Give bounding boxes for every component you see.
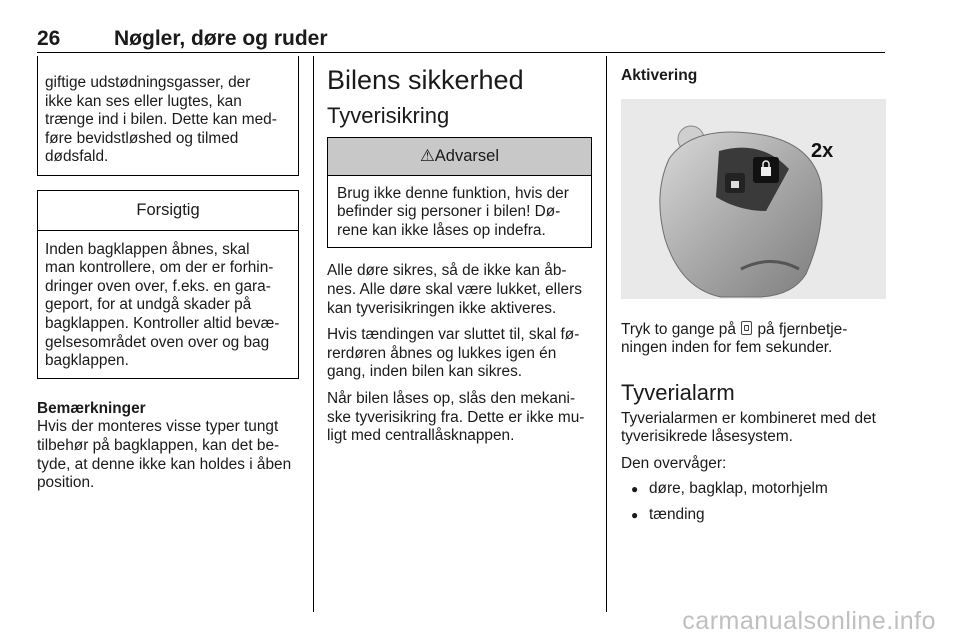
lock-icon xyxy=(741,321,752,335)
text-line: Hvis der monteres visse typer tungt xyxy=(37,418,279,436)
column-middle xyxy=(327,56,592,446)
warning-heading xyxy=(328,138,591,176)
paragraph xyxy=(621,321,886,358)
notes-body xyxy=(37,418,299,492)
paragraph xyxy=(327,262,592,318)
warning-heading-label: Advarsel xyxy=(434,147,499,165)
column-divider xyxy=(313,56,314,612)
paragraph xyxy=(327,390,592,446)
list-item: ● tænding xyxy=(621,506,886,525)
page-number: 26 xyxy=(37,27,61,50)
text-line: gang, inden bilen kan sikres. xyxy=(327,363,523,381)
header-rule xyxy=(37,52,885,53)
page-header xyxy=(37,27,885,55)
paragraph xyxy=(327,326,592,382)
page-header-title: Nøgler, døre og ruder xyxy=(114,27,328,50)
text-line: føre bevidstløshed og tilmed xyxy=(45,129,239,147)
text-line: Inden bagklappen åbnes, skal xyxy=(45,240,250,258)
column-right xyxy=(621,56,886,533)
text-line: bagklappen. xyxy=(45,352,129,370)
column-left xyxy=(37,56,299,493)
text-line: dringer oven over, f.eks. en gara- xyxy=(45,277,271,295)
caution-heading: Forsigtig xyxy=(38,191,298,231)
subsection-heading: Tyverisikring xyxy=(327,103,450,128)
text-line: Brug ikke denne funktion, hvis der xyxy=(337,184,569,202)
text-line: ligt med centrallåsknappen. xyxy=(327,427,515,445)
text-line: Når bilen låses op, slås den mekani- xyxy=(327,389,576,407)
text-line: rene kan ikke låses op indefra. xyxy=(337,221,546,239)
watermark: carmanualsonline.info xyxy=(682,607,936,635)
column-divider xyxy=(606,56,607,612)
text-line: tyde, at denne ikke kan holdes i åben xyxy=(37,455,292,473)
caution-body xyxy=(38,231,298,378)
warning-triangle-icon: ⚠ xyxy=(420,147,435,165)
text-line: Alle døre sikres, så de ikke kan åb- xyxy=(327,262,567,280)
press-count-label: 2x xyxy=(811,139,834,162)
text-line: tyverisikrede låsesystem. xyxy=(621,428,793,446)
section-heading: Bilens sikkerhed xyxy=(327,65,524,95)
car-key-fob-icon xyxy=(621,99,886,299)
text-line: position. xyxy=(37,474,95,492)
press-text-b: på fjernbetje- xyxy=(757,320,848,338)
continued-warning-box xyxy=(37,56,299,176)
text-line: tilbehør på bagklappen, kan det be- xyxy=(37,436,280,454)
text-line xyxy=(621,321,886,340)
text-line: ningen inden for fem sekunder. xyxy=(621,339,833,357)
alarm-heading: Tyverialarm xyxy=(621,379,735,405)
text-line: rerdøren åbnes og lukkes igen én xyxy=(327,344,557,362)
text-line: kan tyverisikringen ikke aktiveres. xyxy=(327,299,557,317)
text-line: Tyverialarmen er kombineret med det xyxy=(621,409,876,427)
activation-heading: Aktivering xyxy=(621,67,698,84)
monitors-text: Den overvåger: xyxy=(621,454,727,472)
text-line: dødsfald. xyxy=(45,148,109,166)
text-line: man kontrollere, om der er forhin- xyxy=(45,259,274,277)
notes-heading: Bemærkninger xyxy=(37,399,146,417)
list-item: ● døre, bagklap, motorhjelm xyxy=(621,480,886,499)
warning-body xyxy=(328,176,591,248)
text-line: trænge ind i bilen. Dette kan med- xyxy=(45,111,277,129)
text-line: ske tyverisikring fra. Dette er ikke mu- xyxy=(327,408,585,426)
text-line: gelsesområdet oven over og bag xyxy=(45,333,270,351)
caution-box xyxy=(37,190,299,379)
text-line: giftige udstødningsgasser, der xyxy=(45,74,251,91)
press-text-a: Tryk to gange på xyxy=(621,320,736,338)
text-line: bagklappen. Kontroller altid bevæ- xyxy=(45,314,280,332)
text-line: Hvis tændingen var sluttet til, skal fø- xyxy=(327,326,580,344)
warning-box xyxy=(327,137,592,248)
key-fob-figure xyxy=(621,99,886,299)
paragraph xyxy=(621,410,886,447)
text-line: ikke kan ses eller lugtes, kan xyxy=(45,92,242,110)
text-line: nes. Alle døre skal være lukket, ellers xyxy=(327,280,582,298)
text-line: befinder sig personer i bilen! Dø- xyxy=(337,203,561,221)
text-line: geport, for at undgå skader på xyxy=(45,296,252,314)
monitor-list xyxy=(621,480,886,525)
